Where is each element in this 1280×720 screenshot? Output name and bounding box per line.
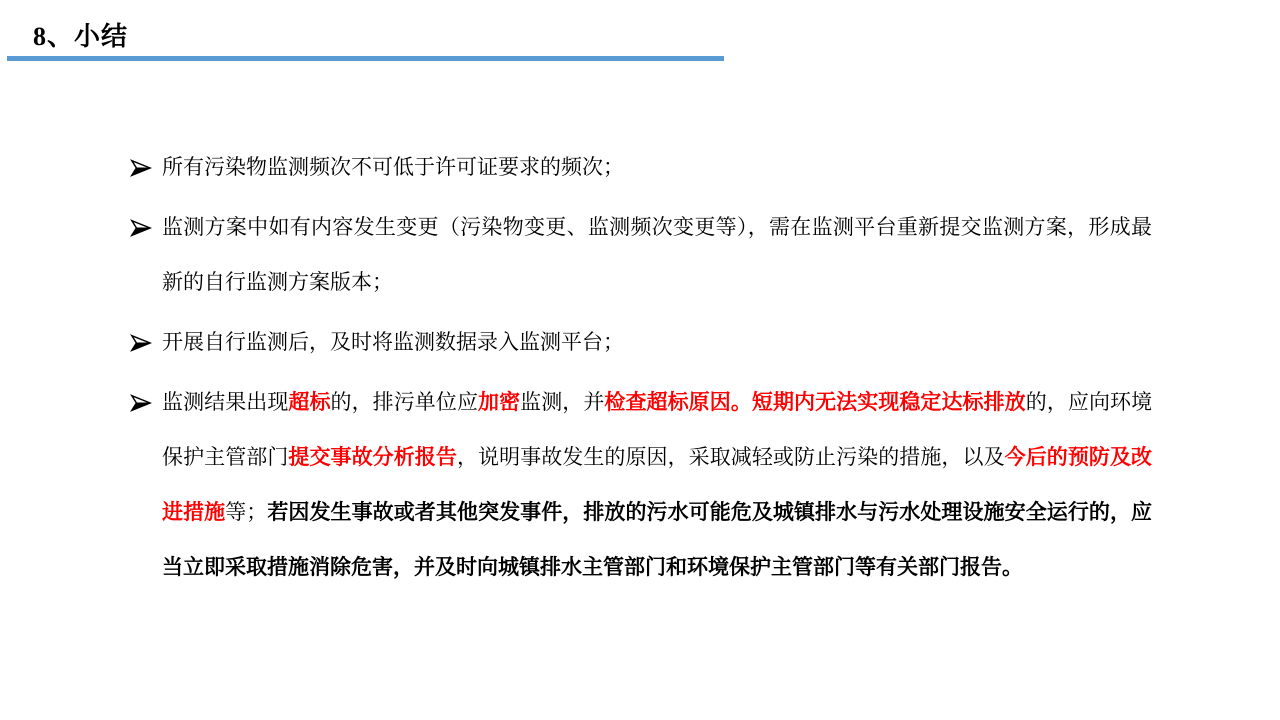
- list-item: [130, 315, 1152, 370]
- text-segment: 监测，并: [520, 391, 605, 414]
- arrowhead-right-icon: [130, 140, 162, 195]
- text-segment: 的，排污单位应: [330, 391, 479, 414]
- bullet-text: [162, 375, 1152, 595]
- list-item: [130, 375, 1152, 595]
- text-segment: ，说明事故发生的原因，采取减轻或防止污染的措施，以及: [456, 446, 1005, 469]
- text-segment: 检查超标原因。: [604, 391, 752, 414]
- text-segment: 短期内无法实现稳定达标排放: [751, 391, 1026, 414]
- text-segment: 所有污染物监测频次不可低于许可证要求的频次；: [162, 156, 624, 179]
- text-segment: 超标: [288, 391, 331, 414]
- arrowhead-right-icon: [130, 200, 162, 255]
- text-segment: 提交事故分析报告: [288, 446, 457, 469]
- bullet-text: [162, 315, 1152, 370]
- text-segment: 开展自行监测后，及时将监测数据录入监测平台；: [162, 331, 624, 354]
- bullet-list: [130, 140, 1152, 600]
- page-title: 8、小结: [33, 22, 129, 51]
- bullet-text: [162, 140, 1152, 195]
- text-segment: 等；: [225, 501, 268, 524]
- list-item: [130, 200, 1152, 310]
- title-underline-divider: [7, 56, 724, 61]
- text-segment: 的，应向环境保护主管部门: [162, 391, 1153, 469]
- text-segment: 若因发生事故或者其他突发事件，排放的污水可能危及城镇排水与污水处理设施安全运行的，应当立即采取措施消除危害，并及时向城镇排水主管部门和环境保护主管部门等有关部门报告。: [162, 501, 1153, 579]
- text-segment: 加密: [478, 391, 521, 414]
- text-segment: 监测方案中如有内容发生变更（污染物变更、监测频次变更等），需在监测平台重新提交监测方案，形成最新的自行监测方案版本；: [162, 216, 1152, 294]
- list-item: [130, 140, 1152, 195]
- text-segment: 今后的预防及改进措施: [162, 446, 1153, 524]
- bullet-text: [162, 200, 1152, 310]
- arrowhead-right-icon: [130, 375, 162, 430]
- text-segment: 监测结果出现: [162, 391, 289, 414]
- arrowhead-right-icon: [130, 315, 162, 370]
